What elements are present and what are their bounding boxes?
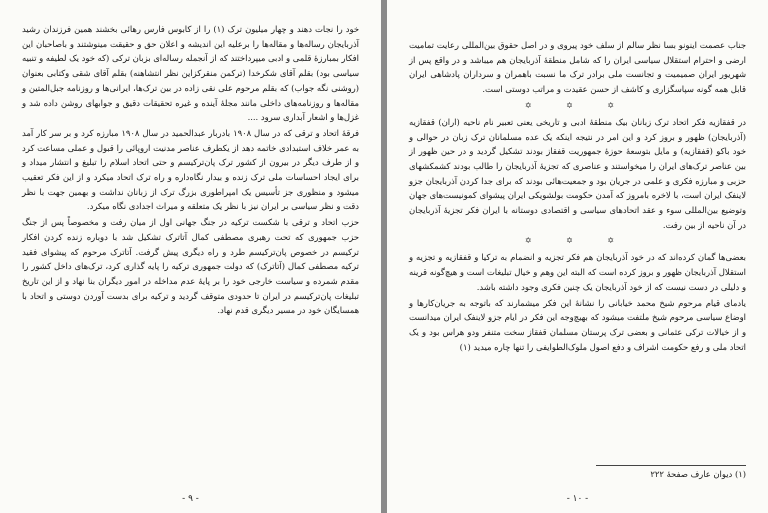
paragraph: یادمای قیام مرحوم شیخ محمد خیابانی را نشانهٔ این فکر میشمارند که باتوجه به جریان‌کارها و اوضاع سیاسی مرحوم شیخ ملتفت میشود که بهیچ‌وجه این فکر در ایام جزو لاینفک ایران میدانست و از خیالات ترکی عثمانی و بعضی ترک پرستان مسلمان قفقاز سخت متنفر ودو هراس بود و یک اتحاد ملی و رفع حکومت اشراف و دفع اصول ملوک‌الطوایفی را تنها چاره میدید (۱) (409, 297, 746, 352)
right-page (387, 0, 768, 513)
paragraph: بعضی‌ها گمان کرده‌اند که در خود آذربایجان هم فکر تجزیه و انضمام به ترکیا و قفقازیه و تجزیه و استقلال آذربایجان ظهور و بروز کرده است که البته این وهم و خیال تبلیغات است و هیچ‌گونه قرینه و دلیلی در دست نیست که از خود آذربایجان یک چنین فکری وجود داشته باشد. (409, 252, 746, 292)
left-page-text (22, 22, 359, 318)
right-page-text (409, 38, 746, 354)
page-number: - ۱۰ - (566, 494, 589, 504)
paragraph: در قفقازیه فکر اتحاد ترک زبانان بیک منطقهٔ ادبی و تاریخی یعنی تعبیر نام ناحیه (اران) قفقازیه (آذربایجان) ظهور و بروز کرد و این امر در نتیجه اینکه یک عده مسلمانان ترک زبان در حوالی و خود باکو (قفقازیه) و مایل بتوسعهٔ حوزهٔ جمهوریت قفقاز بودند تشکیل گردید و در حین ظهور از بین عناصر ترک‌های ایران را میخواستند و عناصری که تجزیهٔ آذربایجان را طالب بودند کشمکشهای حزبی و مبارزه فکری و علمی در جریان بود و جمعیت‌هائی بودند که برای جدا کردن آذربایجان جزو لاینفک ایران است، با لاخره بامروز که آمدن حکومت بولشویکی ایران پیشوای کمونیست‌های جهان وتوضیع بین‌المللی سوء و عقد اتحادهای سیاسی و اقتصادی دوستانه با ایران فکر تجزیهٔ آذربایجان در آن ناحیه از بین رفت. (409, 116, 746, 230)
star-divider: ✡ ✡ ✡ (524, 236, 631, 246)
paragraph: فرقهٔ اتحاد و ترقی که در سال ۱۹۰۸ بادربار عبدالحمید در سال ۱۹۰۸ مبارزه کرد و بر سر کار آمد به عمر خلاف استبدادی خاتمه دهد از یکطرف عناصر مدنیت اروپائی را قبول و عملی مساعت کرد و از طرف دیگر در بیرون از کشور ترک پان‌ترکیسم و حتی اتحاد اسلام را تبلیغ و انتشار میداد و برای ایجاد احساسات ملی ترک زنده و بیدار نگاه‌داره و راه ترک اتحاد میکرد و از این فکر تعقیب میشود و منظوری جز تأسیس یک امپراطوری بزرگ ترک از زبانان نداشت و بهمین جهت با نظر دقت و نظر سیاسی بر ایران نیز با نظر یک متعلقه و میراث اجدادی نگاه میکرد. (22, 127, 360, 212)
footnote-rule (596, 465, 746, 466)
left-page (0, 0, 381, 513)
paragraph: جناب عصمت اینونو بسا نظر سالم از سلف خود پیروی و در اصل حقوق بین‌المللی رعایت تمامیت ارضی و احترام استقلال سیاسی ایران را که شامل منطقهٔ آذربایجان هم میباشد و در واقع پس از شهریور ایران صمیمیت و تجانست ملی برادر ترک ما نسبت باهمران و سرداران پادشاهی ایران قابل همه گونه سپاسگزاری و کاشف از حسن عقیدت و مراتب دوستی است. (409, 40, 746, 95)
paragraph: حزب اتحاد و ترقی با شکست ترکیه در جنگ جهانی اول از میان رفت و مخصوصاً پس از جنگ حزب جمهوری که تحت رهبری مصطفی کمال آتاترک تشکیل شد با دوباره زنده کردن افکار ترکیسم در خصوص پان‌ترکیسم طرد و راه دیگری پیش گرفت. آتاترک مرحوم که پیشوای فقید ترکیه مصطفی کمال (آتاترک) که دولت جمهوری ترکیه را پایه گذاری کرد، ترک‌های داخل کشور را مقدم شمرده و سیاست خارجی خود را بر پایهٔ عدم مداخله در امور دیگران بنا نهاد و از این تاریخ تبلیغات پان‌ترکیسم در ایران تا حدودی متوقف گردید و ترکیه برای بدست آوردن دوستی و اتحاد با همسایگان خود در مسیر دیگری قدم نهاد. (22, 217, 359, 316)
star-divider: ✡ ✡ ✡ (524, 100, 631, 110)
page-number: - ۹ - (182, 494, 199, 504)
footnote: (۱) دیوان عارف صفحهٔ ۲۲۲ (650, 469, 746, 479)
paragraph: خود را نجات دهند و چهار میلیون ترک (۱) را از کابوس فارس رهائی بخشند همین فرزندان رشید آذربایجان رساله‌ها و مقاله‌ها را برعلیه این اندیشه و اعلان حق و حقیقت مینوشتند و باصاحبان این افکار بمبارزهٔ قلمی و ادبی میپرداختند که از آنجمله رساله‌ای بزبان ترکی (که خود یک لطیفه و تنبیه سیاسی بود) بقلم آقای شکرخدا (ترکمن منقرکزاین نظر انتشاهنه) بقلم آقای شقی وکتابی بعنوان (روشنی نگه جواب) که بقلم مرحوم علی نقی زاده در بین ترک‌ها، ایرانی‌ها و روزنامه جبل‌المتین و مقاله‌ها و روزنامه‌های داخلی مانند مجلهٔ آینده و غیره تحقیقات دقیق و جوابهای روشن داده شد و غزل‌ها و اشعار آبداری سرود .... (22, 24, 360, 123)
